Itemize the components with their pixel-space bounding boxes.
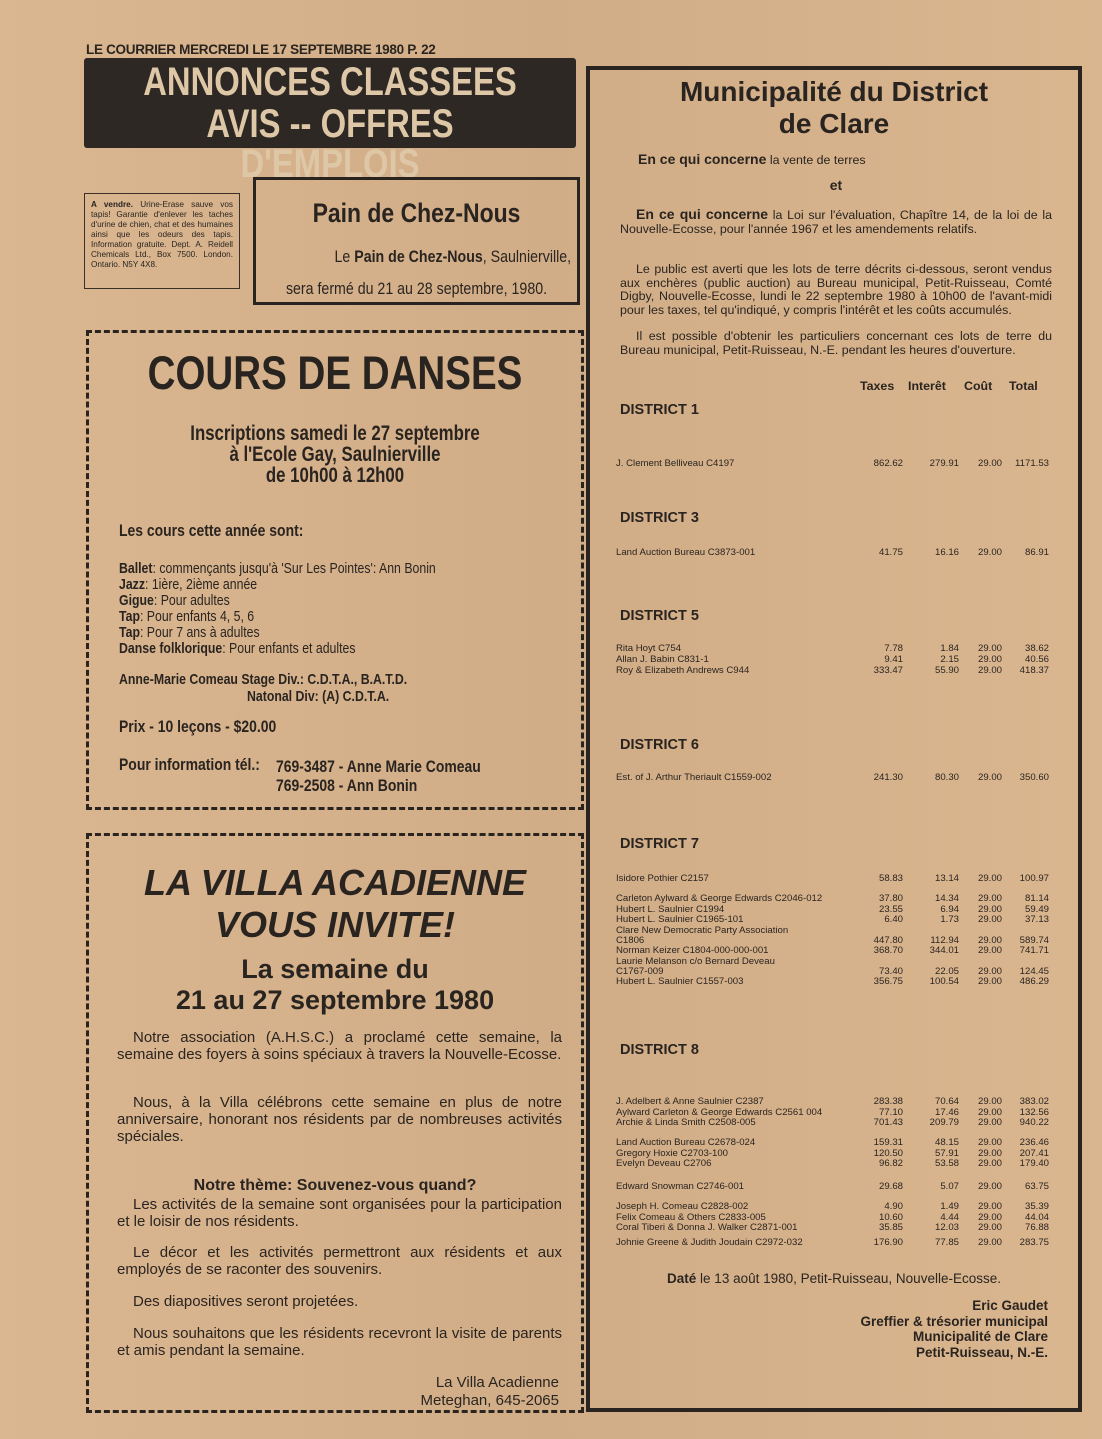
cost-value: 29.00	[977, 458, 1002, 469]
column-header: Total	[1009, 379, 1038, 393]
notice-title	[590, 76, 1078, 140]
interest-value: 57.91	[934, 1147, 959, 1159]
taxes-value: 23.55	[878, 903, 903, 915]
info-phone-1: 769-3487 - Anne Marie Comeau	[276, 757, 481, 776]
course-item	[119, 577, 436, 593]
taxes-value: 6.40	[884, 914, 903, 925]
taxes-value: 7.78	[884, 643, 903, 654]
classified-ad-vendre	[84, 193, 240, 289]
owner-line: Rita Hoyt C754	[616, 643, 682, 654]
owner-line: Edward Snowman C2746-001	[616, 1181, 744, 1192]
regarding-bold: En ce qui concerne	[636, 206, 769, 222]
taxes-value: 37.80	[878, 893, 903, 904]
owner-line: Land Auction Bureau C2678-024	[616, 1137, 756, 1148]
page-masthead: LE COURRIER MERCREDI LE 17 SEPTEMBRE 1980 P. 22	[86, 42, 436, 57]
regarding-1	[638, 153, 1070, 168]
interest-value: 77.85	[934, 1237, 959, 1248]
info-label: Pour information tél.:	[119, 755, 260, 774]
cost-value: 29.00	[977, 1201, 1002, 1212]
cost-value: 29.00	[977, 893, 1002, 904]
banner-line-2: AVIS -- OFFRES D'EMPLOIS	[206, 102, 454, 186]
course-desc: : Pour adultes	[153, 592, 230, 609]
cost-value: 29.00	[977, 1117, 1002, 1128]
taxes-value: 333.47	[873, 665, 903, 676]
owner-line: Allan J. Babin C831-1	[616, 654, 709, 665]
total-value: 124.45	[1019, 966, 1049, 977]
owner-line: Johnie Greene & Judith Joudain C2972-032	[616, 1237, 803, 1248]
taxes-value: 120.50	[873, 1147, 903, 1159]
cost-value: 29.00	[977, 1137, 1002, 1148]
cost-value: 29.00	[977, 935, 1002, 946]
ad-line-2: sera fermé du 21 au 28 septembre, 1980.	[285, 280, 548, 298]
cost-value: 29.00	[977, 873, 1002, 884]
cost-value: 29.00	[977, 903, 1002, 915]
interest-value: 1.73	[940, 914, 959, 925]
owner-line: Roy & Elizabeth Andrews C944	[616, 665, 750, 676]
subtitle-line: 21 au 27 septembre 1980	[175, 985, 495, 1015]
dated-rest: le 13 août 1980, Petit-Ruisseau, Nouvelle-Ecosse.	[700, 1271, 1001, 1286]
course-desc: : Pour enfants et adultes	[222, 640, 356, 657]
signature-line: Eric Gaudet	[972, 1298, 1048, 1313]
paragraph: Des diapositives seront projetées.	[133, 1293, 359, 1310]
owner-name	[616, 946, 876, 957]
ad-title: COURS DE DANSES	[147, 346, 523, 399]
course-item	[119, 593, 436, 609]
owner-line: Hubert L. Saulnier C1557-003	[616, 976, 744, 987]
cost-value: 29.00	[977, 976, 1002, 987]
course-item	[119, 625, 436, 641]
municipal-notice	[586, 66, 1082, 1412]
paragraph: Nous, à la Villa célébrons cette semaine en plus de notre anniversaire, honorant nos résidents par de nombreuses activités spéciales.	[117, 1094, 562, 1145]
owner-line: Aylward Carleton & George Edwards C2561 004	[616, 1106, 823, 1118]
owner-line: Norman Keizer C1804-000-000-001	[616, 945, 769, 956]
taxes-value: 356.75	[873, 976, 903, 987]
dated-bold: Daté	[667, 1271, 697, 1286]
taxes-value: 701.43	[873, 1117, 903, 1128]
owner-name	[616, 1159, 876, 1170]
district-heading: DISTRICT 7	[620, 836, 699, 852]
total-value: 38.62	[1024, 643, 1049, 654]
ad-subtitle	[89, 954, 581, 1016]
total-value: 76.88	[1024, 1222, 1049, 1233]
taxes-value: 4.90	[884, 1201, 903, 1212]
cost-value: 29.00	[977, 1222, 1002, 1233]
inscriptions-line: à l'Ecole Gay, Saulnierville	[229, 443, 441, 466]
total-value: 100.97	[1019, 873, 1049, 884]
interest-value: 6.94	[940, 903, 959, 915]
total-value: 63.75	[1024, 1181, 1049, 1192]
district-heading: DISTRICT 1	[620, 402, 699, 418]
cost-value: 29.00	[977, 547, 1002, 558]
owner-line: Gregory Hoxie C2703-100	[616, 1147, 728, 1159]
interest-value: 48.15	[934, 1137, 959, 1148]
paragraph: Le décor et les activités permettront aux résidents et aux employés de se raconter des souvenirs.	[117, 1244, 562, 1278]
paragraph: Nous souhaitons que les résidents recevront la visite de parents et amis pendant la semaine.	[117, 1325, 562, 1359]
cost-value: 29.00	[977, 654, 1002, 665]
credentials-2: Natonal Div: (A) C.D.T.A.	[247, 688, 390, 705]
total-value: 1171.53	[1015, 458, 1049, 469]
credentials-1: Anne-Marie Comeau Stage Div.: C.D.T.A., B.A.T.D.	[119, 671, 408, 688]
owner-line: Joseph H. Comeau C2828-002	[616, 1201, 749, 1212]
owner-name	[616, 977, 876, 988]
inscriptions-line: de 10h00 à 12h00	[265, 464, 405, 487]
interest-value: 70.64	[934, 1096, 959, 1107]
owner-line: Est. of J. Arthur Theriault C1559-002	[616, 772, 772, 783]
taxes-value: 10.60	[878, 1211, 903, 1223]
owner-line: Clare New Democratic Party Association	[616, 924, 789, 936]
interest-value: 55.90	[934, 665, 959, 676]
conjunction: et	[829, 177, 843, 193]
cost-value: 29.00	[977, 914, 1002, 925]
taxes-value: 35.85	[878, 1222, 903, 1233]
course-desc: : commençants jusqu'à 'Sur Les Pointes': Ann Bonin	[152, 560, 436, 577]
paragraph: Notre association (A.H.S.C.) a proclamé cette semaine, la semaine des foyers à soins spéciaux à travers la Nouvelle-Ecosse.	[117, 1029, 562, 1063]
course-item	[119, 609, 436, 625]
column-header: Interêt	[908, 379, 946, 393]
title-line: VOUS INVITE!	[214, 904, 456, 945]
course-name: Jazz	[119, 576, 145, 593]
total-value: 741.71	[1019, 945, 1049, 956]
owner-name	[616, 874, 876, 885]
column-header: Coût	[964, 379, 993, 393]
signature	[421, 1374, 559, 1410]
total-value: 940.22	[1019, 1117, 1049, 1128]
district-heading: DISTRICT 5	[620, 608, 699, 624]
signature	[860, 1298, 1048, 1360]
owner-line: Evelyn Deveau C2706	[616, 1158, 712, 1169]
cost-value: 29.00	[977, 1181, 1002, 1192]
owner-name	[616, 548, 876, 559]
cost-value: 29.00	[977, 665, 1002, 676]
signature-line: La Villa Acadienne	[435, 1374, 559, 1391]
availability-notice: Il est possible d'obtenir les particuliers concernant ces lots de terre du Bureau municipal, Petit-Ruisseau, N.-E. pendant les heures d'ouverture.	[620, 329, 1052, 357]
taxes-value: 447.80	[873, 935, 903, 946]
price: Prix - 10 leçons - $20.00	[119, 717, 277, 736]
ad-inscriptions	[138, 423, 532, 486]
owner-name	[616, 1182, 876, 1193]
interest-value: 80.30	[934, 772, 959, 783]
owner-line: Hubert L. Saulnier C1965-101	[616, 914, 744, 925]
taxes-value: 368.70	[873, 945, 903, 956]
ad-line-1-post: , Saulnierville,	[482, 248, 571, 266]
owner-line: J. Adelbert & Anne Saulnier C2387	[616, 1096, 764, 1107]
total-value: 236.46	[1019, 1137, 1049, 1148]
interest-value: 100.54	[929, 976, 959, 987]
ad-line-1-pre: Le	[334, 248, 351, 266]
district-heading: DISTRICT 6	[620, 737, 699, 753]
taxes-value: 58.83	[878, 873, 903, 884]
owner-name	[616, 1118, 876, 1129]
course-name: Danse folklorique	[119, 640, 223, 657]
owner-line: Land Auction Bureau C3873-001	[616, 547, 756, 558]
ad-villa-acadienne	[86, 833, 584, 1413]
signature-line: Petit-Ruisseau, N.-E.	[915, 1344, 1048, 1360]
dated-line	[590, 1271, 1078, 1286]
cost-value: 29.00	[977, 1237, 1002, 1248]
total-value: 418.37	[1019, 665, 1049, 676]
taxes-value: 241.30	[873, 772, 903, 783]
signature-line: Greffier & trésorier municipal	[860, 1313, 1048, 1329]
taxes-value: 9.41	[884, 654, 903, 665]
taxes-value: 176.90	[873, 1237, 903, 1248]
owner-name	[616, 459, 876, 470]
ad-line-1-bold: Pain de Chez-Nous	[354, 248, 483, 266]
total-value: 59.49	[1024, 903, 1049, 915]
course-name: Tap	[119, 608, 140, 625]
total-value: 283.75	[1019, 1237, 1049, 1248]
cost-value: 29.00	[977, 1096, 1002, 1107]
total-value: 589.74	[1019, 935, 1049, 946]
taxes-value: 29.68	[878, 1181, 903, 1192]
owner-name	[616, 666, 876, 677]
owner-line: J. Clement Belliveau C4197	[616, 458, 735, 469]
regarding-2	[620, 208, 1052, 236]
interest-value: 22.05	[934, 966, 959, 977]
interest-value: 12.03	[934, 1222, 959, 1233]
cost-value: 29.00	[977, 643, 1002, 654]
total-value: 37.13	[1024, 914, 1049, 925]
course-name: Ballet	[119, 560, 153, 577]
interest-value: 1.84	[940, 643, 959, 654]
theme-heading: Notre thème: Souvenez-vous quand?	[193, 1177, 477, 1194]
cost-value: 29.00	[977, 1106, 1002, 1118]
regarding-bold: En ce qui concerne	[638, 151, 767, 167]
total-value: 383.02	[1019, 1096, 1049, 1107]
info-phone-2: 769-2508 - Ann Bonin	[276, 776, 418, 795]
public-notice: Le public est averti que les lots de terre décrits ci-dessous, seront vendus aux enchères (public auction) au Bureau municipal, Petit-Ruisseau, Comté Digby, Nouvelle-Ecosse, lundi le 22 septembre 1980 à 10h00 de l'avant-midi pour les taxes, tel qu'indiqué, y compris l'intérêt et les coûts accumulés.	[620, 262, 1052, 317]
taxes-value: 73.40	[878, 966, 903, 977]
ad-title: Pain de Chez-Nous	[312, 198, 521, 228]
total-value: 81.14	[1024, 893, 1049, 904]
title-line: Municipalité du District	[679, 76, 989, 107]
banner-line-1: ANNONCES CLASSEES	[143, 60, 517, 104]
ad-title	[89, 862, 581, 946]
course-name: Gigue	[119, 592, 154, 609]
total-value: 179.40	[1019, 1158, 1049, 1169]
total-value: 207.41	[1019, 1147, 1049, 1159]
owner-name	[616, 1138, 876, 1149]
ad-pain-de-chez-nous	[253, 177, 580, 305]
courses-list	[119, 561, 436, 657]
ad-line-1	[334, 248, 571, 267]
inscriptions-line: Inscriptions samedi le 27 septembre	[190, 422, 480, 445]
owner-line: Laurie Melanson c/o Bernard Deveau	[616, 955, 775, 967]
total-value: 486.29	[1019, 976, 1049, 987]
taxes-value: 862.62	[873, 458, 903, 469]
interest-value: 16.16	[934, 547, 959, 558]
section-banner	[84, 58, 576, 186]
taxes-value: 96.82	[878, 1158, 903, 1169]
ad-text: Urine-Erase sauve vos tapis! Garantie d'enlever les taches d'urine de chien, chat et des humaines ainsi que les odeurs des tapis. Information gratuite. Dept. A. Reidell Chemicals Ltd., Box 7500. London. Ontario. N5Y 4X8.	[91, 200, 233, 269]
owner-name	[616, 1097, 876, 1108]
title-line: LA VILLA ACADIENNE	[144, 862, 526, 903]
owner-line: Coral Tiberi & Donna J. Walker C2871-001	[616, 1222, 798, 1233]
paragraph: Les activités de la semaine sont organisées pour la participation et le loisir de nos résidents.	[117, 1196, 562, 1230]
cost-value: 29.00	[977, 966, 1002, 977]
taxes-value: 159.31	[873, 1137, 903, 1148]
owner-name	[616, 894, 876, 905]
district-heading: DISTRICT 3	[620, 510, 699, 526]
owner-line: C1767-009	[616, 966, 664, 977]
owner-name	[616, 957, 876, 978]
total-value: 44.04	[1024, 1211, 1049, 1223]
signature-line: Meteghan, 645-2065	[420, 1392, 559, 1409]
signature-line: Municipalité de Clare	[912, 1329, 1048, 1344]
owner-name	[616, 655, 876, 666]
owner-line: C1806	[616, 935, 645, 946]
owner-name	[616, 926, 876, 947]
owner-name	[616, 1202, 876, 1213]
interest-value: 4.44	[940, 1211, 959, 1223]
ad-cours-de-danses	[86, 330, 584, 810]
regarding-rest: la Loi sur l'évaluation, Chapître 14, de la loi de la Nouvelle-Ecosse, pour l'année 1967 et les amendements relatifs.	[620, 208, 1053, 236]
total-value: 132.56	[1019, 1106, 1049, 1118]
column-header: Taxes	[860, 379, 895, 393]
courses-header: Les cours cette année sont:	[119, 521, 304, 540]
ad-lead: A vendre.	[91, 200, 133, 209]
interest-value: 17.46	[934, 1106, 959, 1118]
course-desc: : 1ière, 2ième année	[144, 576, 258, 593]
course-item	[119, 561, 436, 577]
taxes-value: 41.75	[878, 547, 903, 558]
total-value: 40.56	[1024, 654, 1049, 665]
cost-value: 29.00	[977, 1147, 1002, 1159]
taxes-value: 77.10	[878, 1106, 903, 1118]
interest-value: 112.94	[930, 935, 959, 946]
taxes-value: 283.38	[873, 1096, 903, 1107]
cost-value: 29.00	[977, 1211, 1002, 1223]
owner-line: Felix Comeau & Others C2833-005	[616, 1211, 766, 1223]
interest-value: 5.07	[940, 1181, 959, 1192]
interest-value: 53.58	[934, 1158, 959, 1169]
owner-name	[616, 915, 876, 926]
course-desc: : Pour enfants 4, 5, 6	[139, 608, 255, 625]
interest-value: 344.01	[929, 945, 959, 956]
interest-value: 13.14	[934, 873, 959, 884]
total-value: 86.91	[1024, 547, 1049, 558]
title-line: de Clare	[778, 108, 890, 139]
district-heading: DISTRICT 8	[620, 1042, 699, 1058]
owner-line: Isidore Pothier C2157	[616, 873, 709, 884]
total-value: 350.60	[1019, 772, 1049, 783]
owner-line: Archie & Linda Smith C2508-005	[616, 1117, 756, 1128]
owner-name	[616, 1223, 876, 1234]
owner-line: Carleton Aylward & George Edwards C2046-012	[616, 893, 823, 904]
owner-name	[616, 1238, 876, 1249]
cost-value: 29.00	[977, 772, 1002, 783]
owner-name	[616, 644, 876, 655]
course-name: Tap	[119, 624, 140, 641]
cost-value: 29.00	[977, 945, 1002, 956]
cost-value: 29.00	[977, 1158, 1002, 1169]
total-value: 35.39	[1024, 1201, 1049, 1212]
interest-value: 209.79	[929, 1117, 959, 1128]
interest-value: 1.49	[940, 1201, 959, 1212]
interest-value: 14.34	[934, 893, 959, 904]
owner-name	[616, 773, 876, 784]
course-desc: : Pour 7 ans à adultes	[139, 624, 260, 641]
regarding-rest: la vente de terres	[769, 153, 866, 167]
course-item	[119, 641, 436, 657]
interest-value: 279.91	[929, 458, 959, 469]
subtitle-line: La semaine du	[241, 954, 429, 984]
owner-line: Hubert L. Saulnier C1994	[616, 903, 725, 915]
interest-value: 2.15	[940, 654, 959, 665]
